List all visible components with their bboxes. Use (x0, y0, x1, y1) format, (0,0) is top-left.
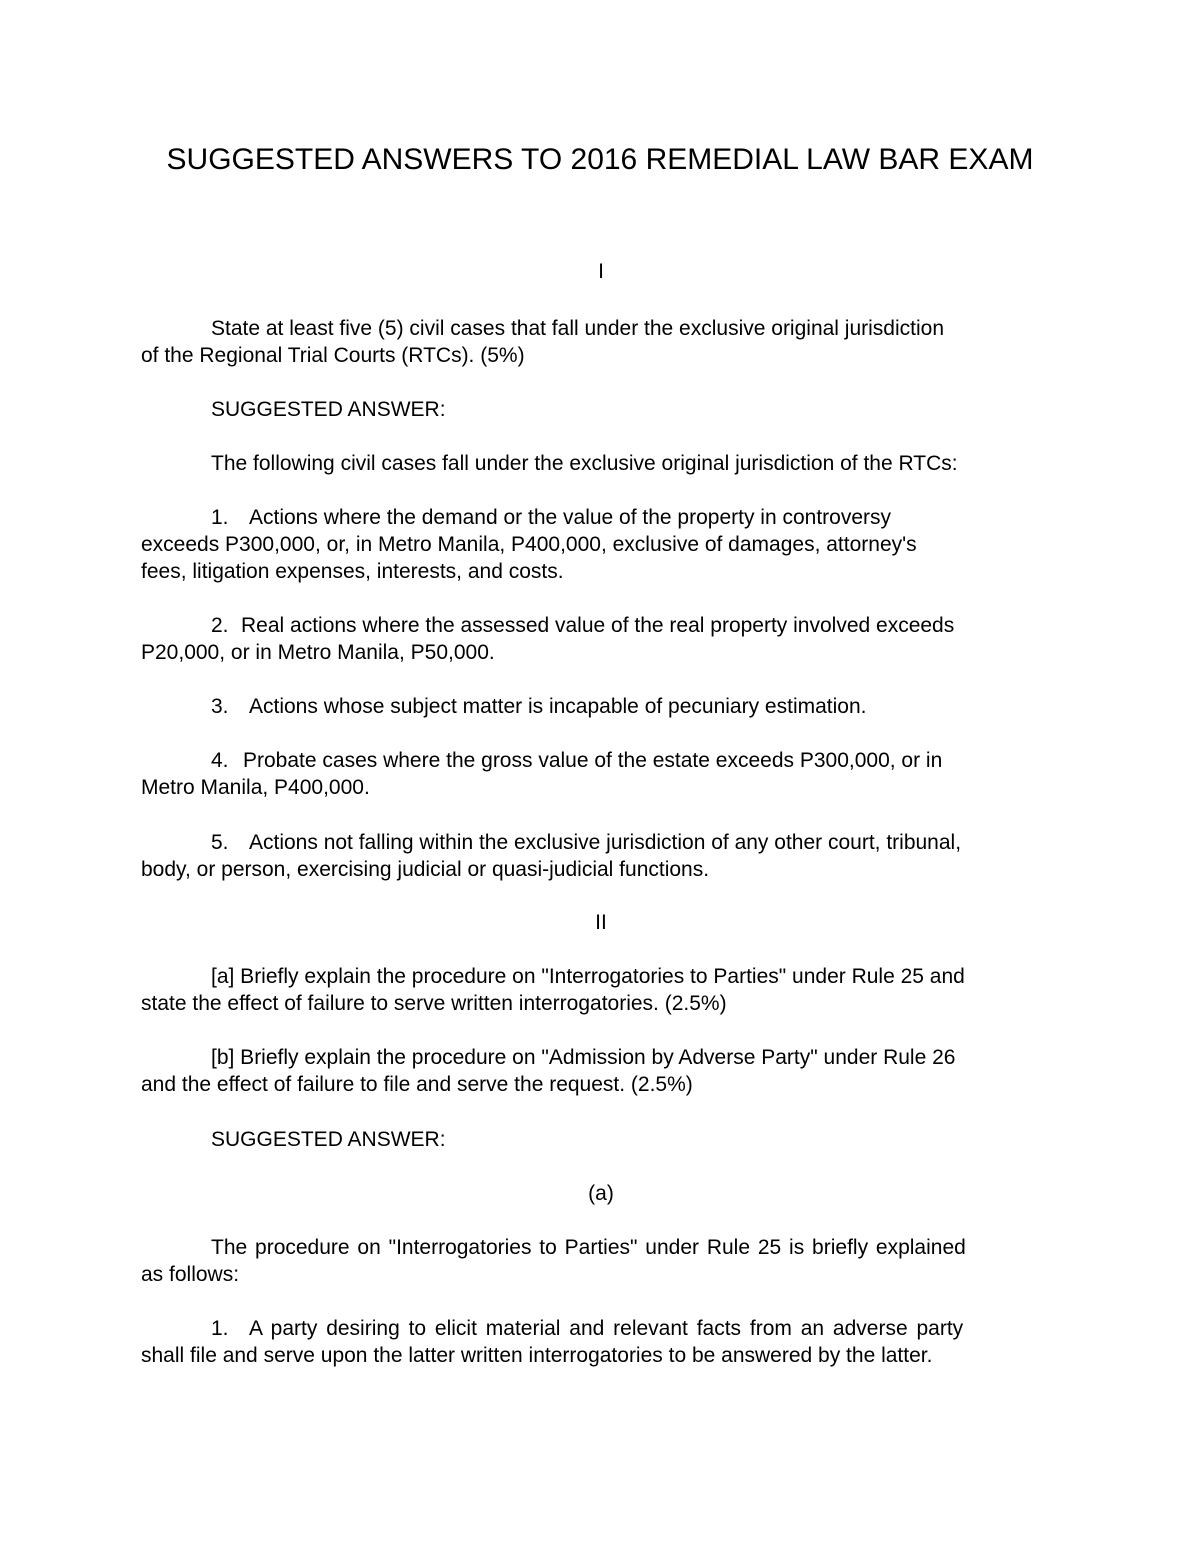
question-i (141, 315, 1061, 369)
list-item-4-line-2: Metro Manila, P400,000. (141, 776, 370, 799)
answer-heading-i: SUGGESTED ANSWER: (211, 398, 446, 421)
list-item-1-line-2: exceeds P300,000, or, in Metro Manila, P400,000, exclusive of damages, attorney's (141, 533, 917, 556)
list-item-ii-1-number: 1. (211, 1317, 229, 1340)
question-ii-a (141, 963, 1061, 1017)
list-item-5-line-1: Actions not falling within the exclusive jurisdiction of any other court, tribunal, (249, 831, 962, 854)
question-ii-b (141, 1044, 1061, 1098)
section-numeral-i: I (598, 260, 604, 283)
list-item-ii-1-line-2: shall file and serve upon the latter written interrogatories to be answered by the latter. (141, 1344, 933, 1367)
section-numeral-ii: II (595, 911, 607, 934)
list-item-ii-1 (141, 1315, 1061, 1369)
question-ii-b-line-1: [b] Briefly explain the procedure on "Admission by Adverse Party" under Rule 26 (211, 1046, 956, 1069)
list-item-4-line-1: Probate cases where the gross value of the estate exceeds P300,000, or in (243, 749, 943, 772)
answer-intro-i (141, 450, 1131, 477)
list-item-3-number: 3. (211, 695, 229, 718)
list-item-4 (141, 747, 1061, 801)
list-item-5 (141, 829, 1061, 883)
list-item-1-number: 1. (211, 506, 229, 529)
list-item-1 (141, 504, 1061, 585)
answer-intro-ii-line-1: The procedure on "Interrogatories to Parties" under Rule 25 is briefly explained (211, 1236, 966, 1259)
list-item-2-line-1: Real actions where the assessed value of the real property involved exceeds (241, 614, 955, 637)
answer-heading-ii: SUGGESTED ANSWER: (211, 1128, 446, 1151)
list-item-5-number: 5. (211, 831, 229, 854)
list-item-4-number: 4. (211, 749, 229, 772)
list-item-5-line-2: body, or person, exercising judicial or quasi-judicial functions. (141, 858, 710, 881)
list-item-ii-1-line-1: A party desiring to elicit material and relevant facts from an adverse party (249, 1317, 964, 1340)
answer-intro-ii-line-2: as follows: (141, 1263, 240, 1286)
answer-intro-i-text: The following civil cases fall under the exclusive original jurisdiction of the RTCs: (211, 452, 958, 475)
list-item-3 (141, 693, 1061, 720)
list-item-2-number: 2. (211, 614, 229, 637)
list-item-3-line-1: Actions whose subject matter is incapable of pecuniary estimation. (249, 695, 867, 718)
question-i-line-1: State at least five (5) civil cases that fall under the exclusive original jurisdiction (211, 317, 945, 340)
list-item-1-line-1: Actions where the demand or the value of the property in controversy (249, 506, 892, 529)
list-item-2-line-2: P20,000, or in Metro Manila, P50,000. (141, 641, 495, 664)
answer-intro-ii (141, 1234, 1061, 1288)
question-ii-a-line-2: state the effect of failure to serve written interrogatories. (2.5%) (141, 992, 727, 1015)
question-ii-b-line-2: and the effect of failure to file and serve the request. (2.5%) (141, 1073, 693, 1096)
question-i-line-2: of the Regional Trial Courts (RTCs). (5%) (141, 344, 525, 367)
list-item-1-line-3: fees, litigation expenses, interests, and costs. (141, 560, 564, 583)
list-item-2 (141, 612, 1061, 666)
sub-label-a: (a) (588, 1182, 614, 1205)
document-title: SUGGESTED ANSWERS TO 2016 REMEDIAL LAW BAR EXAM (166, 143, 1034, 176)
question-ii-a-line-1: [a] Briefly explain the procedure on "Interrogatories to Parties" under Rule 25 and (211, 965, 965, 988)
